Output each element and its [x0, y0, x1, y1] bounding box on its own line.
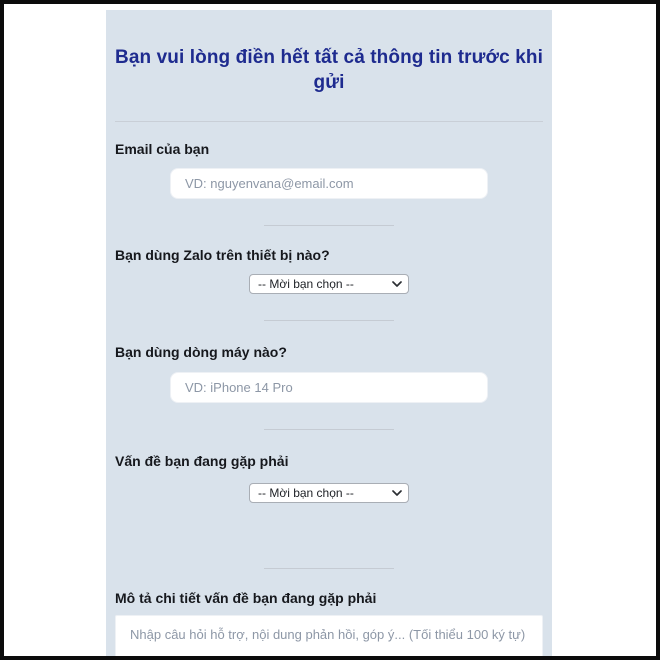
section-divider: [264, 568, 394, 569]
device-select[interactable]: [249, 274, 409, 294]
title-divider: [115, 121, 543, 122]
section-divider: [264, 320, 394, 321]
model-input[interactable]: [170, 372, 488, 403]
section-divider: [264, 429, 394, 430]
issue-select[interactable]: [249, 483, 409, 503]
section-divider: [264, 225, 394, 226]
device-label: Bạn dùng Zalo trên thiết bị nào?: [115, 247, 330, 263]
support-form-panel: [106, 10, 552, 656]
description-textarea[interactable]: [115, 615, 543, 656]
email-label: Email của bạn: [115, 141, 210, 157]
form-title: Bạn vui lòng điền hết tất cả thông tin trước khi gửi: [115, 47, 543, 93]
description-label: Mô tả chi tiết vấn đề bạn đang gặp phải: [115, 590, 377, 606]
email-input[interactable]: [170, 168, 488, 199]
device-select-wrap: [249, 274, 409, 294]
issue-select-wrap: [249, 483, 409, 503]
model-label: Bạn dùng dòng máy nào?: [115, 344, 287, 360]
issue-label: Vấn đề bạn đang gặp phải: [115, 453, 289, 469]
